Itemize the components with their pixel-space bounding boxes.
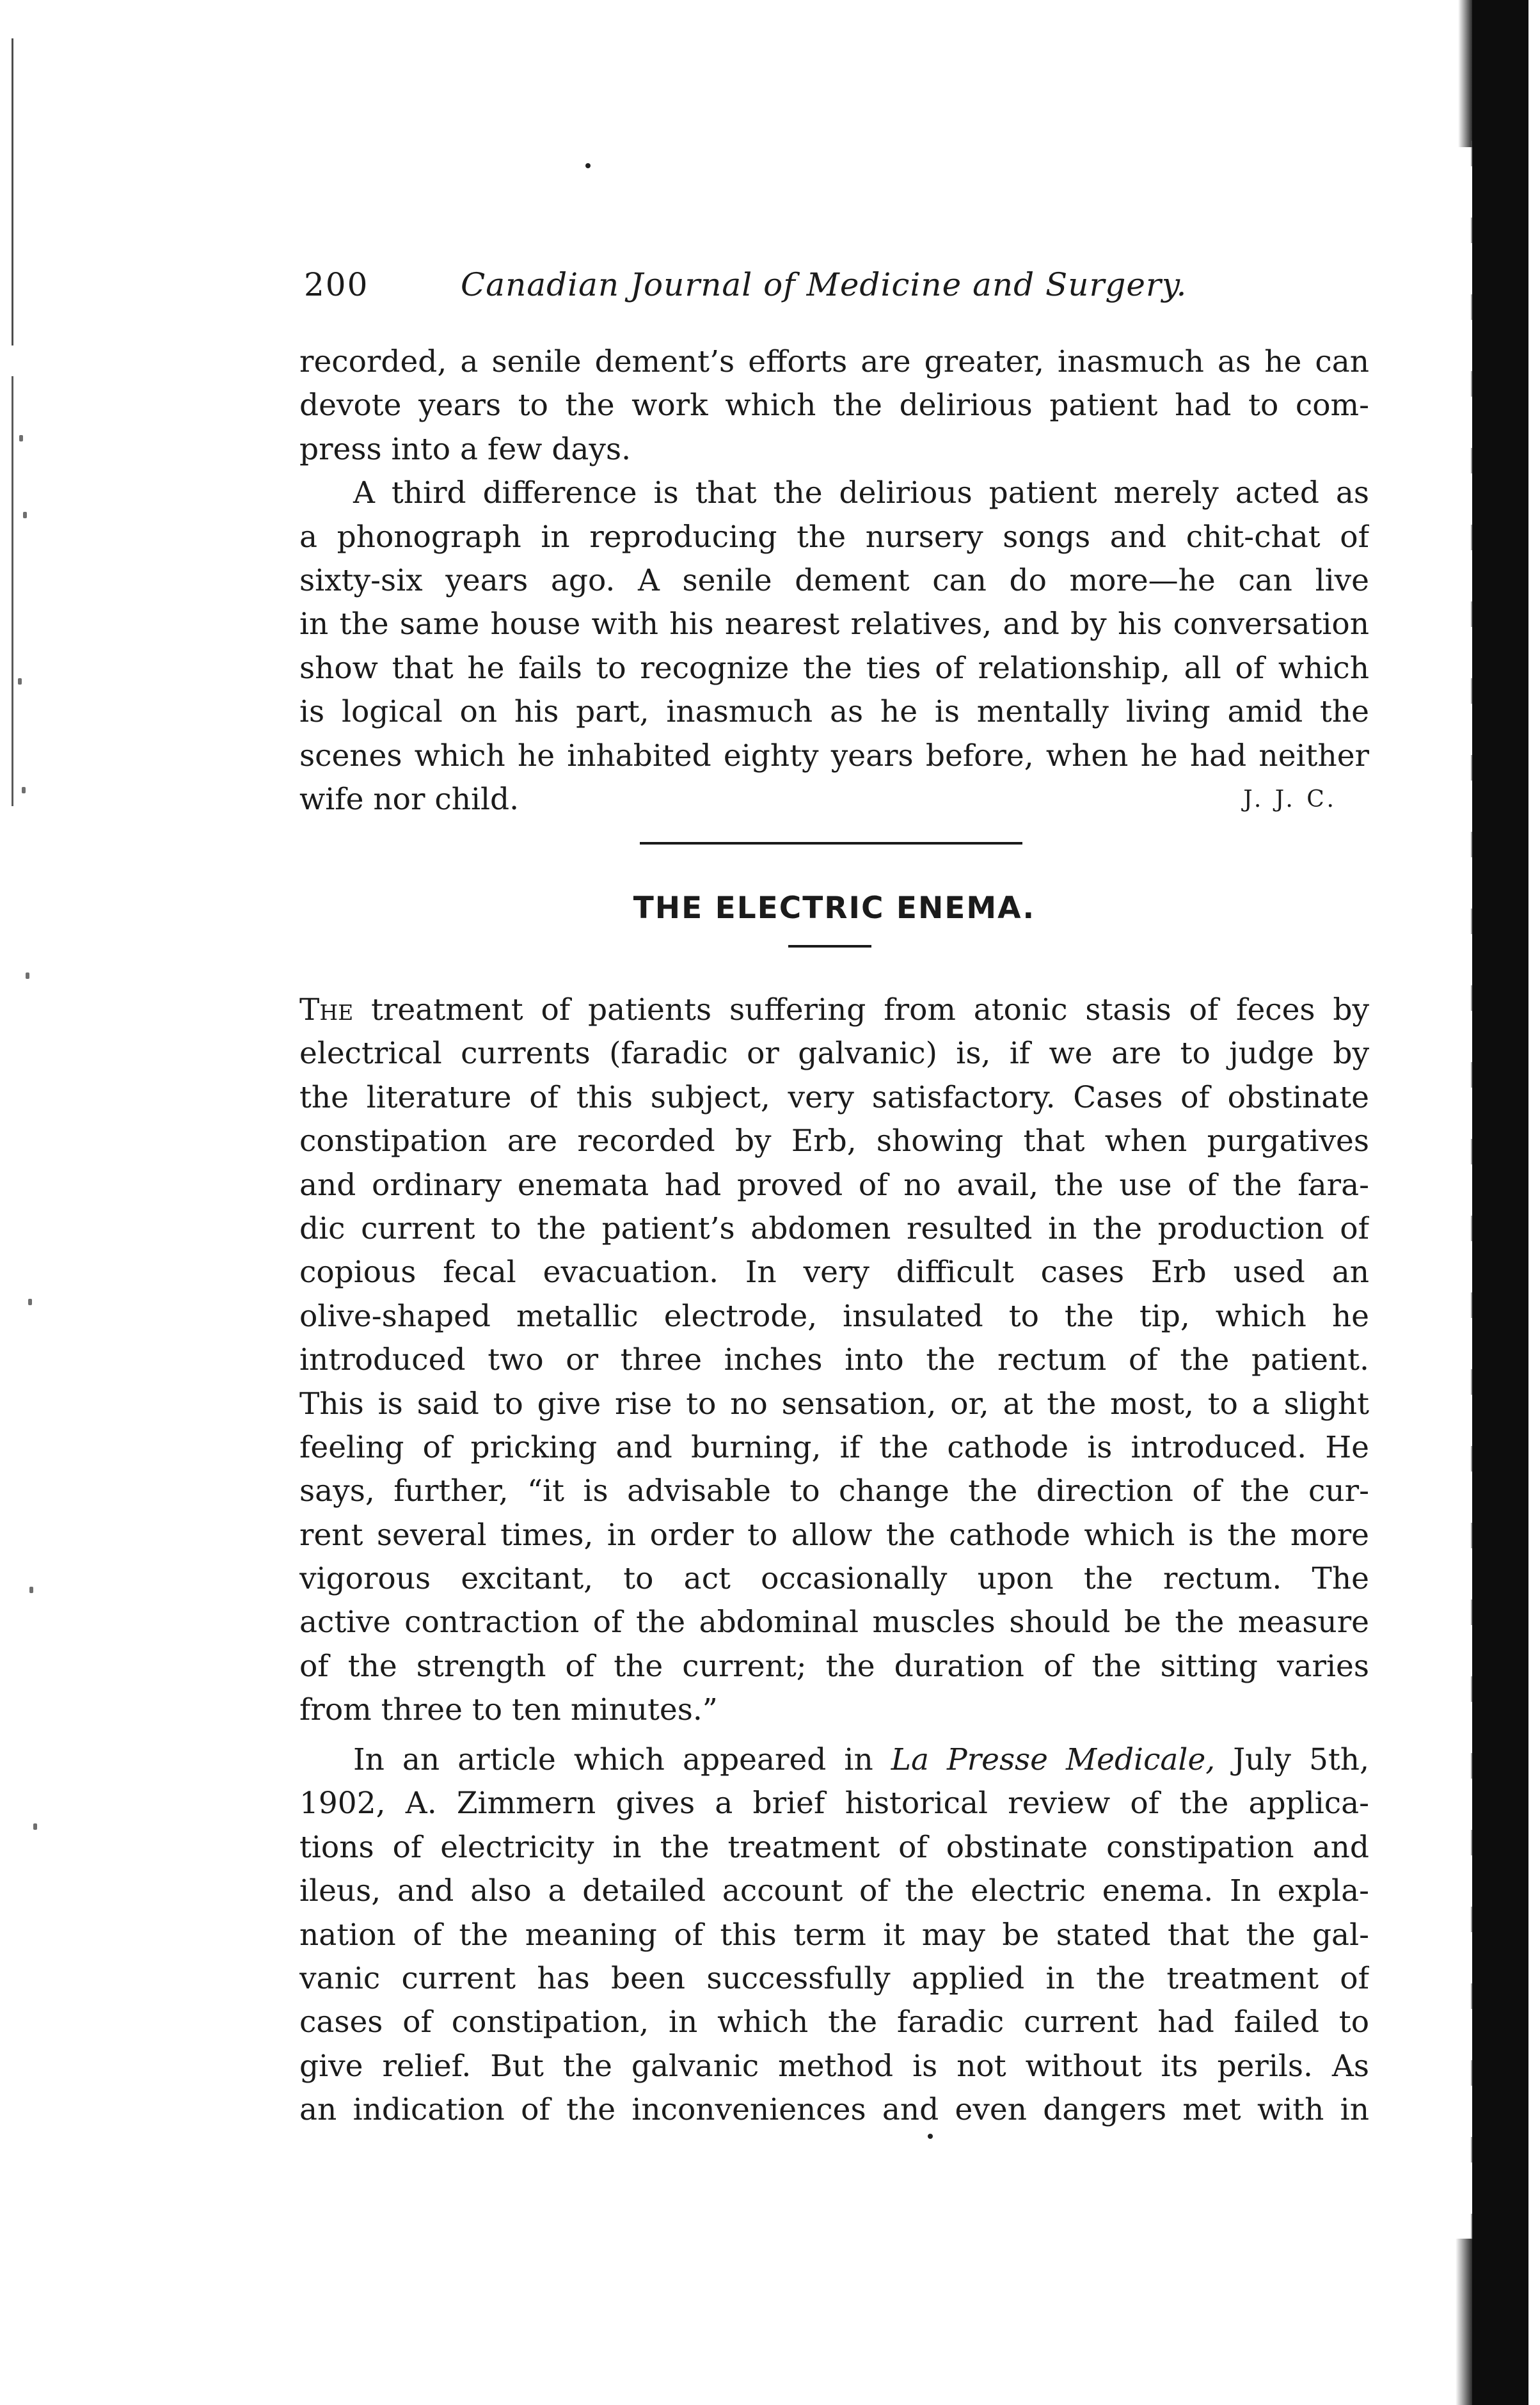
title-underline — [788, 945, 871, 948]
scan-dot — [585, 163, 591, 168]
text-line: the literature of this subject, very satisfactory. Cases of obstinate — [299, 1079, 1369, 1115]
scan-margin-mark — [12, 38, 13, 806]
scan-speck — [33, 1823, 37, 1830]
text-line: tions of electricity in the treatment of obstinate constipation and — [299, 1829, 1369, 1865]
article-paragraph-1 — [299, 988, 1369, 1733]
text-line — [299, 988, 1369, 1032]
text-line: wife nor child. — [299, 781, 520, 817]
article-paragraph-2 — [299, 1738, 1369, 2132]
text-line: 1902, A. Zimmern gives a brief historical review of the applica- — [299, 1786, 1369, 1822]
text-line: introduced two or three inches into the rectum of the patient. — [299, 1342, 1369, 1378]
text-line: rent several times, in order to allow the cathode which is the more — [299, 1517, 1369, 1553]
text-line: ileus, and also a detailed account of the electric enema. In expla- — [299, 1873, 1369, 1909]
text-line: dic current to the patient’s abdomen resulted in the production of — [299, 1210, 1369, 1246]
text-line: copious fecal evacuation. In very difficult cases Erb used an — [299, 1255, 1369, 1290]
section-divider — [640, 842, 1022, 845]
text-fragment: July 5th, — [1215, 1742, 1369, 1777]
scan-speck — [19, 435, 23, 441]
text-line: vigorous excitant, to act occasionally upon the rectum. The — [299, 1561, 1369, 1597]
text-line: devote years to the work which the delirious patient had to com- — [299, 388, 1369, 424]
text-line: electrical currents (faradic or galvanic) is, if we are to judge by — [299, 1036, 1369, 1072]
text-line: a phonograph in reproducing the nursery songs and chit-chat of — [299, 519, 1369, 555]
text-line: vanic current has been successfully applied in the treatment of — [299, 1960, 1369, 1996]
text-line: from three to ten minutes.” — [299, 1692, 718, 1728]
scan-dot — [928, 2134, 933, 2139]
text-line: This is said to give rise to no sensation, or, at the most, to a slight — [299, 1386, 1369, 1422]
text-line: constipation are recorded by Erb, showing that when purgatives — [299, 1123, 1369, 1159]
text-line: active contraction of the abdominal muscles should be the measure — [299, 1605, 1369, 1640]
scan-speck — [28, 1299, 32, 1305]
text-line: show that he fails to recognize the ties of relationship, all of which — [299, 650, 1369, 686]
binding-edge-line — [1471, 141, 1472, 2252]
binding-edge-shadow — [1472, 0, 1528, 2405]
continued-text — [299, 340, 1369, 822]
page-number: 200 — [304, 266, 369, 303]
text-line: give relief. But the galvanic method is not without its perils. As — [299, 2048, 1369, 2084]
text-line: cases of constipation, in which the faradic current had failed to — [299, 2004, 1369, 2040]
signature-line — [299, 778, 1369, 822]
text-line: press into a few days. — [299, 431, 631, 467]
text-line: an indication of the inconveniences and even dangers met with in — [299, 2092, 1369, 2128]
text-line: recorded, a senile dement’s efforts are greater, inasmuch as he can — [299, 344, 1369, 379]
running-header — [304, 259, 1366, 310]
scan-speck — [26, 972, 29, 979]
author-initials: J. J. C. — [1243, 786, 1337, 813]
text-line: in the same house with his nearest relatives, and by his conversation — [299, 607, 1369, 642]
text-line — [299, 1738, 1369, 1782]
scan-speck — [18, 678, 22, 685]
text-line: and ordinary enemata had proved of no avail, the use of the fara- — [299, 1167, 1369, 1203]
text-line: says, further, “it is advisable to change the direction of the cur- — [299, 1473, 1369, 1509]
article-title: THE ELECTRIC ENEMA. — [633, 891, 1036, 926]
lead-word: The — [299, 992, 354, 1028]
text-line: feeling of pricking and burning, if the cathode is introduced. He — [299, 1429, 1369, 1465]
scan-speck — [22, 787, 26, 793]
text-line: olive-shaped metallic electrode, insulated to the tip, which he — [299, 1298, 1369, 1334]
text-line: nation of the meaning of this term it may be stated that the gal- — [299, 1917, 1369, 1953]
cited-journal: La Presse Medicale, — [891, 1742, 1216, 1777]
text-line: scenes which he inhabited eighty years before, when he had neither — [299, 738, 1369, 774]
scan-speck — [23, 512, 27, 518]
text-fragment: In an article which appeared in — [353, 1742, 891, 1777]
text-line: of the strength of the current; the duration of the sitting varies — [299, 1648, 1369, 1684]
scan-speck — [29, 1587, 33, 1593]
text-line: is logical on his part, inasmuch as he is mentally living amid the — [299, 694, 1369, 730]
text-line: sixty-six years ago. A senile dement can do more—he can live — [299, 562, 1369, 598]
text-line: A third difference is that the delirious patient merely acted as — [353, 475, 1369, 511]
text-fragment: treatment of patients suffering from atonic stasis of feces by — [353, 992, 1369, 1028]
journal-title: Canadian Journal of Medicine and Surgery. — [461, 266, 1187, 303]
